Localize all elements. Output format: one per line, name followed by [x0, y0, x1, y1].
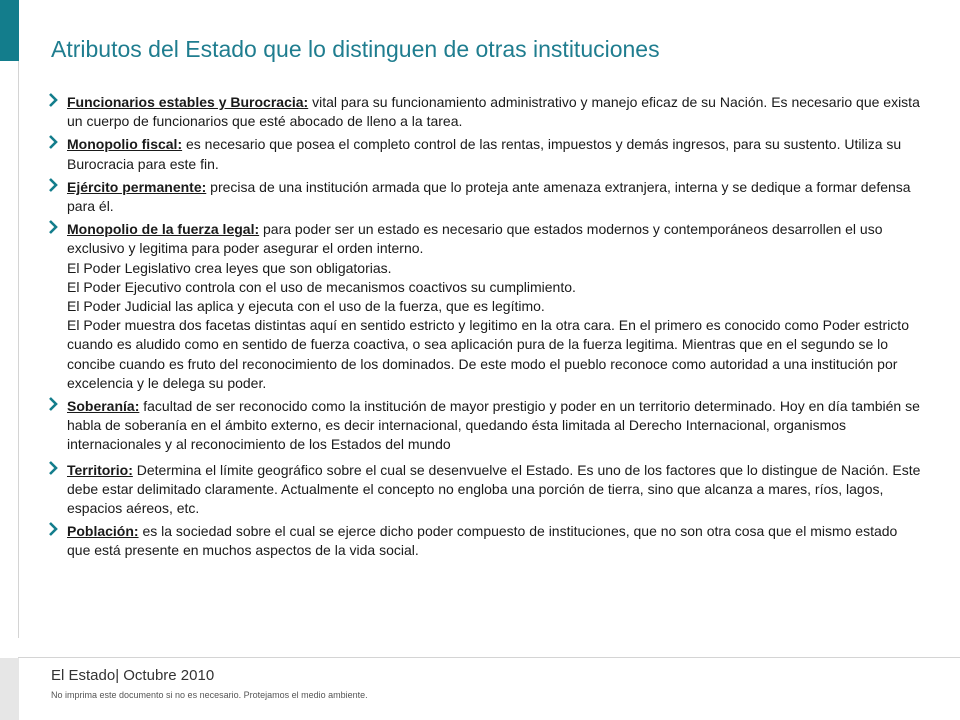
item-term: Monopolio de la fuerza legal:	[67, 221, 260, 238]
attribute-list	[48, 93, 923, 568]
item-term: Monopolio fiscal:	[67, 136, 183, 153]
chevron-right-icon	[47, 460, 59, 476]
item-description: es la sociedad sobre el cual se ejerce dicho poder compuesto de instituciones, que no son otra cosa que el mismo estado que está presente en muchos aspectos de la vida social.	[67, 523, 898, 559]
chevron-right-icon	[47, 92, 59, 108]
item-description: facultad de ser reconocido como la institución de mayor prestigio y poder en un territorio determinado. Hoy en día también se habla de soberanía en el ámbito externo, es decir internacional, quedando ésta limitada al Derecho Internacional, organismos internacionales y al reconocimiento de los Estados del mundo	[67, 398, 920, 453]
chevron-right-icon	[47, 521, 59, 537]
item-text	[67, 461, 923, 519]
item-paragraph: El Poder Legislativo crea leyes que son obligatorias.	[67, 259, 392, 276]
item-description: Determina el límite geográfico sobre el cual se desenvuelve el Estado. Es uno de los factores que lo distingue de Nación. Este debe estar delimitado claramente. Actualmente el concepto no engloba una porción de tierra, sino que alcanza a mares, ríos, lagos, espacios aéreos, etc.	[67, 461, 921, 517]
chevron-right-icon	[47, 134, 59, 150]
list-item-ejercito	[48, 178, 923, 216]
item-description: vital para su funcionamiento administrativo y manejo eficaz de su Nación. Es necesario que exista un cuerpo de funcionarios que esté abocado de lleno a la tarea.	[67, 94, 920, 130]
item-text	[67, 220, 923, 258]
list-item-fuerza-legal	[48, 220, 923, 393]
item-paragraph: El Poder Judicial las aplica y ejecuta con el uso de la fuerza, que es legítimo.	[67, 298, 545, 315]
item-term: Funcionarios estables y Burocracia:	[67, 94, 309, 110]
item-paragraph: El Poder muestra dos facetas distintas aquí en sentido estricto y legitimo en la otra cara. En el primero es conocido como Poder estricto cuando es aludido como en sentido de fuerza coactiva, o sea aplicación pura de la fuerza legitima. Mientras que en el segundo se lo concibe cuando es fruto del reconocimiento de los dominados. De este modo el pueblo reconoce como autoridad a una institución por excelencia y le delega su poder.	[67, 317, 909, 391]
side-divider	[18, 61, 19, 638]
list-item-monopolio-fiscal	[48, 135, 923, 173]
item-description: precisa de una institución armada que lo proteja ante amenaza extranjera, interna y se dedique a formar defensa para él.	[67, 178, 911, 215]
list-item-poblacion	[48, 522, 923, 560]
footer-title: El Estado| Octubre 2010	[51, 667, 215, 684]
list-item-territorio	[48, 461, 923, 519]
footer-accent-band	[0, 658, 19, 720]
chevron-right-icon	[47, 177, 59, 193]
item-paragraph: El Poder Ejecutivo controla con el uso de mecanismos coactivos su cumplimiento.	[67, 278, 576, 295]
item-text	[67, 178, 923, 216]
item-term: Población:	[67, 523, 139, 540]
item-term: Territorio:	[67, 461, 133, 478]
item-text	[67, 522, 923, 560]
item-description: es necesario que posea el completo control de las rentas, impuestos y demás ingresos, para su sustento. Utiliza su Burocracia para este fin.	[67, 136, 902, 172]
item-term: Soberanía:	[67, 398, 140, 415]
item-term: Ejército permanente:	[67, 178, 207, 195]
chevron-right-icon	[47, 219, 59, 235]
chevron-right-icon	[47, 396, 59, 412]
item-text	[67, 135, 923, 173]
list-item-soberania	[48, 397, 923, 455]
accent-bar	[0, 0, 19, 61]
footer-note: No imprima este documento si no es necesario. Protejamos el medio ambiente.	[51, 690, 368, 700]
footer-divider	[18, 657, 960, 658]
list-item-funcionarios	[48, 93, 923, 131]
item-description: para poder ser un estado es necesario que estados modernos y contemporáneos desarrollen el uso exclusivo y legitima para poder asegurar el orden interno.	[67, 221, 883, 257]
item-text	[67, 93, 923, 131]
item-text	[67, 397, 923, 455]
slide-title: Atributos del Estado que lo distinguen de otras instituciones	[51, 36, 660, 62]
